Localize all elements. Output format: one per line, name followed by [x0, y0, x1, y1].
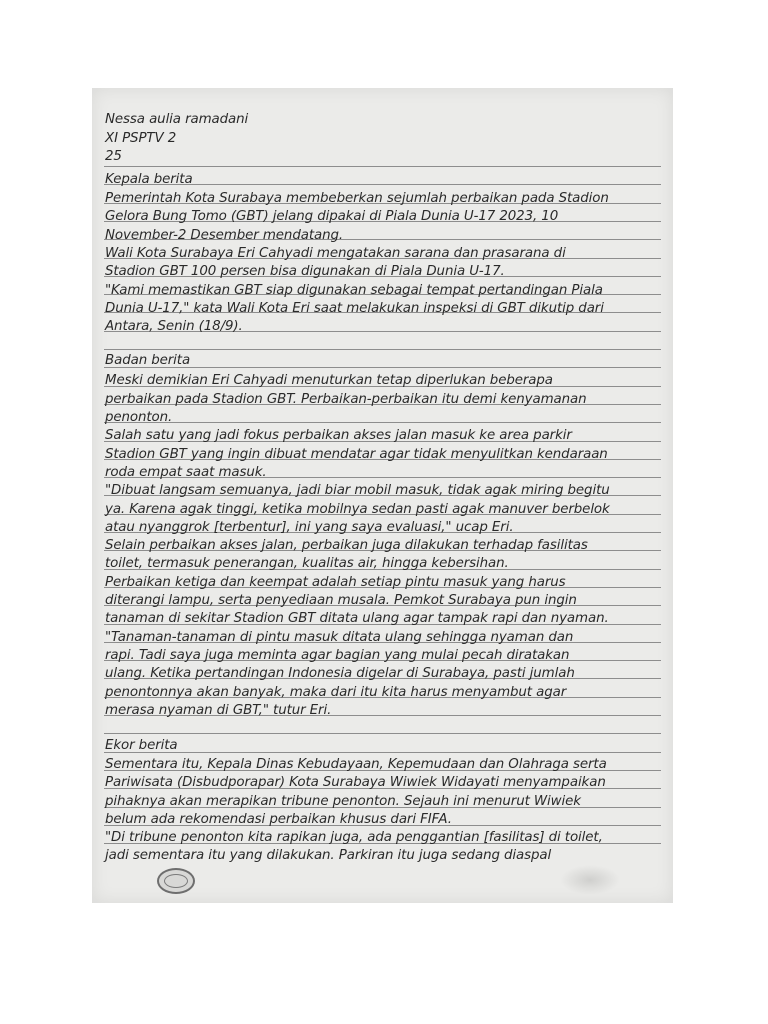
text-line: Pariwisata (Disbudporapar) Kota Surabaya Wiwiek Widayati menyampaikan [105, 775, 606, 790]
text-line: Meski demikian Eri Cahyadi menuturkan tetap diperlukan beberapa [105, 373, 553, 388]
ruled-line [104, 733, 661, 734]
text-line: Stadion GBT yang ingin dibuat mendatar agar tidak menyulitkan kendaraan [105, 447, 608, 462]
text-line: Pemerintah Kota Surabaya membeberkan sejumlah perbaikan pada Stadion [105, 191, 609, 206]
text-line: Sementara itu, Kepala Dinas Kebudayaan, Kepemudaan dan Olahraga serta [105, 757, 607, 772]
paper-smudge [560, 865, 620, 895]
ruled-line [104, 422, 661, 423]
text-line: Antara, Senin (18/9). [105, 319, 243, 334]
text-line: Dunia U-17," kata Wali Kota Eri saat melakukan inspeksi di GBT dikutip dari [105, 301, 604, 316]
text-line: "Kami memastikan GBT siap digunakan sebagai tempat pertandingan Piala [105, 283, 603, 298]
text-line: diterangi lampu, serta penyediaan musala. Pemkot Surabaya pun ingin [105, 593, 577, 608]
author-number: 25 [105, 149, 122, 164]
text-line: rapi. Tadi saya juga meminta agar bagian yang mulai pecah diratakan [105, 648, 570, 663]
text-line: Salah satu yang jadi fokus perbaikan akses jalan masuk ke area parkir [105, 428, 572, 443]
ruled-line [104, 349, 661, 350]
text-line: tanaman di sekitar Stadion GBT ditata ulang agar tampak rapi dan nyaman. [105, 611, 609, 626]
text-line: ya. Karena agak tinggi, ketika mobilnya sedan pasti agak manuver berbelok [105, 502, 610, 517]
text-line: ulang. Ketika pertandingan Indonesia digelar di Surabaya, pasti jumlah [105, 666, 575, 681]
text-line: penontonnya akan banyak, maka dari itu kita harus menyambut agar [105, 685, 567, 700]
text-line: November-2 Desember mendatang. [105, 228, 344, 243]
section-heading-ekor-berita: Ekor berita [105, 738, 178, 753]
text-line: Stadion GBT 100 persen bisa digunakan di Piala Dunia U-17. [105, 264, 505, 279]
ruled-line [104, 166, 661, 167]
author-name: Nessa aulia ramadani [105, 112, 249, 127]
text-line: penonton. [105, 410, 173, 425]
author-class: XI PSPTV 2 [105, 131, 177, 146]
text-line: pihaknya akan merapikan tribune penonton. Sejauh ini menurut Wiwiek [105, 794, 581, 809]
text-line: "Dibuat langsam semuanya, jadi biar mobil masuk, tidak agak miring begitu [105, 483, 610, 498]
text-line: perbaikan pada Stadion GBT. Perbaikan-perbaikan itu demi kenyamanan [105, 392, 587, 407]
text-line: jadi sementara itu yang dilakukan. Parkiran itu juga sedang diaspal [105, 848, 552, 863]
text-line: Wali Kota Surabaya Eri Cahyadi mengatakan sarana dan prasarana di [105, 246, 566, 261]
text-line: atau nyanggrok [terbentur], ini yang saya evaluasi," ucap Eri. [105, 520, 514, 535]
logo-inner-ring [164, 874, 188, 888]
text-line: belum ada rekomendasi perbaikan khusus dari FIFA. [105, 812, 452, 827]
text-line: "Tanaman-tanaman di pintu masuk ditata ulang sehingga nyaman dan [105, 630, 574, 645]
notebook-brand-logo-icon [157, 868, 195, 894]
section-heading-kepala-berita: Kepala berita [105, 172, 193, 187]
text-line: Gelora Bung Tomo (GBT) jelang dipakai di Piala Dunia U-17 2023, 10 [105, 209, 559, 224]
text-line: merasa nyaman di GBT," tutur Eri. [105, 703, 332, 718]
text-line: "Di tribune penonton kita rapikan juga, ada penggantian [fasilitas] di toilet, [105, 830, 603, 845]
ruled-line [104, 752, 661, 753]
text-line: toilet, termasuk penerangan, kualitas air, hingga kebersihan. [105, 556, 509, 571]
section-heading-badan-berita: Badan berita [105, 353, 191, 368]
text-line: Perbaikan ketiga dan keempat adalah setiap pintu masuk yang harus [105, 575, 566, 590]
text-line: Selain perbaikan akses jalan, perbaikan juga dilakukan terhadap fasilitas [105, 538, 588, 553]
text-line: roda empat saat masuk. [105, 465, 267, 480]
